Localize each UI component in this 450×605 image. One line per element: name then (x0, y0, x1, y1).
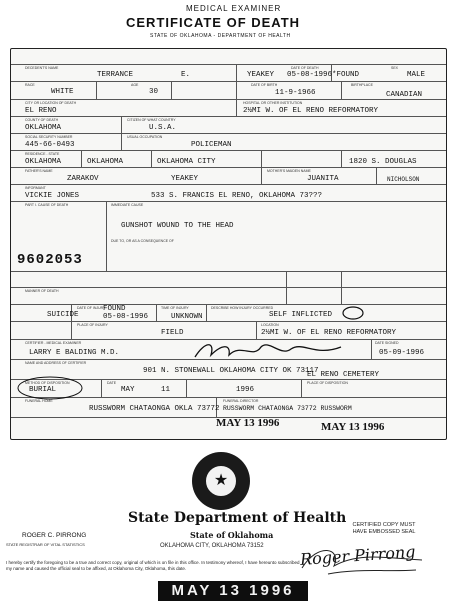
certifier-address-value: 901 N. STONEWALL OKLAHOMA CITY OK 73117 (143, 367, 319, 375)
disposition-method-value: BURIAL (29, 386, 57, 394)
residence-county-value: OKLAHOMA (87, 158, 124, 166)
state-name: State of Oklahoma (190, 530, 274, 540)
circle-mark-inflicted (341, 305, 365, 321)
label-funeral-home: FUNERAL HOME (25, 399, 53, 403)
label-date-of-death: DATE OF DEATH (291, 66, 319, 70)
label-immediate: IMMEDIATE CAUSE (111, 203, 144, 207)
label-due-to: DUE TO, OR AS A CONSEQUENCE OF (111, 239, 174, 243)
label-citizen: CITIZEN OF WHAT COUNTRY (127, 118, 176, 122)
disposition-month-value: MAY (121, 386, 135, 394)
label-mother: MOTHER'S MAIDEN NAME (267, 169, 311, 173)
label-occupation: USUAL OCCUPATION (127, 135, 163, 139)
department-name: State Department of Health (128, 510, 347, 526)
occupation-value: POLICEMAN (191, 141, 232, 149)
facility-value: 2½MI W. OF EL RENO REFORMATORY (243, 107, 379, 115)
label-race: RACE (25, 83, 35, 87)
funeral-home-value: RUSSWORM CHATAONGA OKLA 73772 (89, 405, 220, 413)
decedent-last: YEAKEY (247, 71, 275, 79)
issue-date-band: MAY 13 1996 (158, 581, 308, 601)
certifier-name-value: LARRY E BALDING M.D. (29, 349, 120, 357)
department-subtitle: STATE OF OKLAHOMA - DEPARTMENT OF HEALTH (150, 33, 291, 39)
label-birthplace: BIRTHPLACE (351, 83, 373, 87)
label-location: LOCATION (261, 323, 279, 327)
manner-value: SUICIDE (47, 311, 79, 319)
label-city-of-death: CITY OR LOCATION OF DEATH (25, 101, 77, 105)
label-residence: RESIDENCE - STATE (25, 152, 60, 156)
registrar-title: STATE REGISTRAR OF VITAL STATISTICS (6, 542, 85, 547)
residence-state-value: OKLAHOMA (25, 158, 62, 166)
label-manner: MANNER OF DEATH (25, 289, 59, 293)
mother-value: JUANITA (307, 175, 339, 183)
label-injury-time: TIME OF INJURY (161, 306, 189, 310)
location-value: 2½MI W. OF EL RENO REFORMATORY (261, 329, 397, 337)
label-injury-date: DATE OF INJURY (77, 306, 106, 310)
label-certifier: CERTIFIER - MEDICAL EXAMINER (25, 341, 82, 345)
funeral-director-value: RUSSWORM CHATAONGA 73772 RUSSWORM (223, 405, 352, 412)
injury-time-value: UNKNOWN (171, 313, 203, 321)
label-funeral-director: FUNERAL DIRECTOR (223, 399, 259, 403)
certification-statement: I hereby certify the foregoing to be a true and correct copy, original of which is on file in this office. In testimony whereof, I have hereunto subscribed my name and caused the official seal to be affixed, at Oklahoma City, Oklahoma, this date. (6, 560, 300, 571)
father-value: ZARAKOV (67, 175, 99, 183)
examiner-label: MEDICAL EXAMINER (186, 4, 282, 13)
star-icon: ★ (213, 472, 229, 489)
certifier-signature (191, 339, 351, 361)
county-value: OKLAHOMA (25, 124, 62, 132)
label-dob: DATE OF BIRTH (251, 83, 278, 87)
injury-desc-value: SELF INFLICTED (269, 311, 333, 319)
residence-city-value: OKLAHOMA CITY (157, 158, 216, 166)
ssn-value: 445-66-0493 (25, 141, 75, 149)
signature-flourish (298, 538, 428, 578)
filed-stamp-right: MAY 13 1996 (321, 421, 385, 433)
certificate-title: CERTIFICATE OF DEATH (126, 15, 301, 30)
filed-stamp-left: MAY 13 1996 (216, 417, 280, 429)
city-of-death-value: EL RENO (25, 107, 57, 115)
department-city: OKLAHOMA CITY, OKLAHOMA 73152 (160, 543, 264, 549)
date-signed-value: 05-09-1996 (379, 349, 425, 357)
label-ssn: SOCIAL SECURITY NUMBER (25, 135, 73, 139)
date-of-death: 05-08-1996*FOUND (287, 71, 360, 79)
label-disposition-date: DATE (107, 381, 117, 385)
birthplace-value: CANADIAN (386, 91, 423, 99)
dob-value: 11-9-1966 (275, 89, 316, 97)
age-value: 30 (149, 88, 159, 96)
disposition-day-value: 11 (161, 386, 171, 394)
label-place-injury: PLACE OF INJURY (77, 323, 108, 327)
label-name: DECEDENT'S NAME (25, 66, 59, 70)
informant-address-value: 533 S. FRANCIS EL RENO, OKLAHOMA 73??? (151, 192, 323, 200)
label-facility: HOSPITAL OR OTHER INSTITUTION (243, 101, 303, 105)
label-age: AGE (131, 83, 139, 87)
label-informant: INFORMANT (25, 186, 46, 190)
citizen-value: U.S.A. (149, 124, 177, 132)
residence-street-value: 1820 S. DOUGLAS (349, 158, 417, 166)
label-county: COUNTY OF DEATH (25, 118, 59, 122)
label-date-signed: DATE SIGNED (375, 341, 399, 345)
informant-value: VICKIE JONES (25, 192, 80, 200)
cause-immediate-value: GUNSHOT WOUND TO THE HEAD (121, 222, 234, 230)
label-father: FATHER'S NAME (25, 169, 53, 173)
file-number: 9602053 (17, 252, 83, 268)
disposition-year-value: 1996 (236, 386, 255, 394)
sex-value: MALE (407, 71, 426, 79)
label-certifier-address: NAME AND ADDRESS OF CERTIFIER (25, 361, 87, 365)
label-cause: PART I. CAUSE OF DEATH (25, 203, 69, 207)
circle-mark-burial (15, 375, 85, 401)
mother-last-value: NICHOLSON (387, 176, 420, 183)
state-seal-emblem (192, 452, 250, 510)
death-certificate-form (10, 48, 447, 440)
label-disposition: METHOD OF DISPOSITION (25, 381, 70, 385)
place-of-injury-value: FIELD (161, 329, 184, 337)
father-last-value: YEAKEY (171, 175, 199, 183)
race-value: WHITE (51, 88, 74, 96)
cemetery-value: EL RENO CEMETERY (307, 371, 380, 379)
certified-copy-note: CERTIFIED COPY MUST HAVE EMBOSSED SEAL (352, 522, 416, 535)
registrar-name: ROGER C. PIRRONG (22, 532, 87, 539)
decedent-middle: E. (181, 71, 191, 79)
registrar-signature: Roger Pirrong (299, 541, 417, 570)
label-injury-desc: DESCRIBE HOW INJURY OCCURRED (211, 306, 274, 310)
label-sex: SEX (391, 66, 399, 70)
injury-date-value: FOUND 05-08-1996 (103, 305, 149, 321)
label-cemetery: PLACE OF DISPOSITION (307, 381, 348, 385)
decedent-first: TERRANCE (97, 71, 134, 79)
